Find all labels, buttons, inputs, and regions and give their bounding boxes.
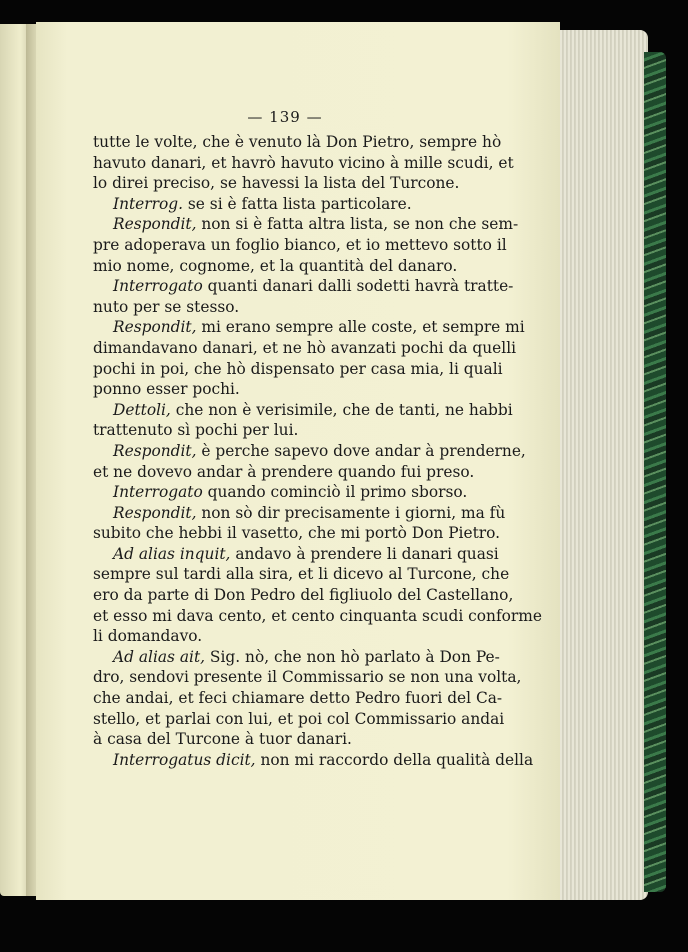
line-text: mi erano sempre alle coste, et sempre mi [196,318,525,337]
text-line [93,379,453,400]
speaker-label: Ad alias inquit, [113,544,231,563]
text-line [93,482,468,503]
line-text: à casa del Turcone à tuor danari. [93,730,352,749]
line-text: non mi raccordo della qualità della [255,750,534,769]
line-text: havuto danari, et havrò havuto vicino à mille scudi, et [93,153,514,172]
speaker-label: Dettoli, [113,400,171,419]
text-line [93,729,453,750]
text-line [93,194,453,215]
text-line [93,297,453,318]
page-edges [552,30,648,900]
text-line [93,523,501,544]
speaker-label: Respondit, [113,318,197,337]
line-text: dimandavano danari, et ne hò avanzati pochi da quelli [93,338,517,357]
line-text: che non è verisimile, che de tanti, ne habbi [170,400,513,419]
text-line [93,276,514,297]
line-text: quando cominciò il primo sborso. [202,483,468,502]
speaker-label: Interrogatus dicit, [113,750,256,769]
text-line [93,441,526,462]
line-text: tutte le volte, che è venuto là Don Pietro, sempre hò [93,133,502,151]
text-line [93,338,517,359]
speaker-label: Interrogato [113,483,203,502]
line-text: ero da parte di Don Pedro del figliuolo del Castellano, [93,586,514,605]
text-line [93,235,507,256]
text-line [93,544,499,565]
line-text: pochi in poi, che hò dispensato per casa mia, li quali [93,359,503,378]
speaker-label: Ad alias ait, [113,647,206,666]
text-line [93,585,514,606]
line-text: dro, sendovi presente il Commissario se non una volta, [93,668,522,687]
line-text: trattenuto sì pochi per lui. [93,421,299,440]
text-line [93,688,503,709]
line-text: nuto per se stesso. [93,297,240,316]
text-line [93,626,453,647]
line-text: non si è fatta altra lista, se non che sem- [196,215,519,234]
text-line [93,317,525,338]
text-line [93,750,534,771]
text-line [93,667,522,688]
line-text: subito che hebbi il vasetto, che mi portò Don Pietro. [93,524,501,543]
speaker-label: Interrog. [113,194,184,213]
book-cover-edge [644,52,666,892]
text-line [93,709,505,730]
line-text: che andai, et feci chiamare detto Pedro fuori del Ca- [93,689,503,708]
text-line [93,462,475,483]
line-text: non sò dir precisamente i giorni, ma fù [196,503,506,522]
text-line [93,132,502,153]
line-text: ponno esser pochi. [93,380,240,399]
speaker-label: Respondit, [113,441,197,460]
line-text: andavo à prendere li danari quasi [230,544,499,563]
text-line [93,400,513,421]
text-line [93,503,506,524]
line-text: è perche sapevo dove andar à prenderne, [196,441,526,460]
text-line [93,606,542,627]
line-text: quanti danari dalli sodetti havrà tratte- [202,277,514,296]
page-number: — 139 — [247,108,323,126]
text-line [93,153,514,174]
text-line [93,359,503,380]
line-text: lo direi preciso, se havessi la lista del Turcone. [93,174,460,193]
line-text: mio nome, cognome, et la quantità del danaro. [93,256,458,275]
text-line [93,647,500,668]
line-text: sempre sul tardi alla sira, et li dicevo al Turcone, che [93,565,510,584]
line-text: stello, et parlai con lui, et poi col Commissario andai [93,709,505,728]
speaker-label: Respondit, [113,503,197,522]
line-text: et ne dovevo andar à prendere quando fui preso. [93,462,475,481]
text-line [93,256,458,277]
text-line [93,564,510,585]
speaker-label: Respondit, [113,215,197,234]
speaker-label: Interrogato [113,277,203,296]
page-body-text [93,132,542,770]
line-text: et esso mi dava cento, et cento cinquanta scudi conforme [93,606,542,625]
line-text: se si è fatta lista particolare. [183,194,412,213]
text-line [93,214,519,235]
text-line [93,173,460,194]
line-text: pre adoperava un foglio bianco, et io mettevo sotto il [93,235,507,254]
line-text: Sig. nò, che non hò parlato à Don Pe- [205,647,500,666]
line-text: li domandavo. [93,627,203,646]
text-line [93,420,453,441]
